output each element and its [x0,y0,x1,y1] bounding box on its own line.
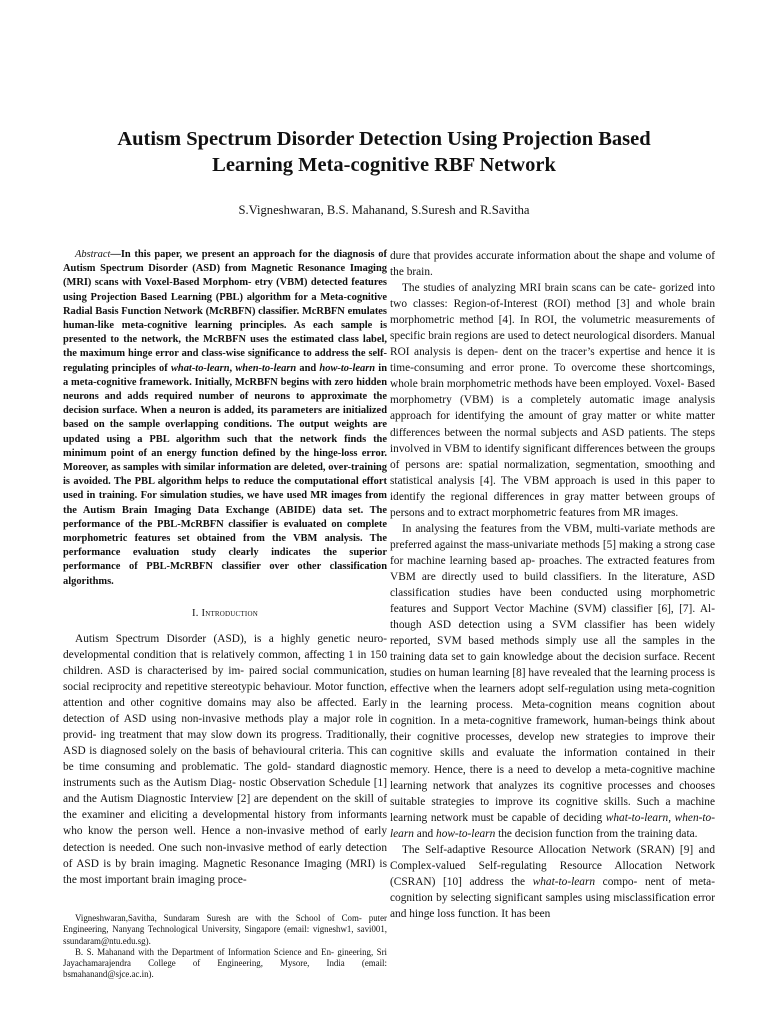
right-p2-and: and [413,827,437,840]
abstract-label: Abstract [75,249,111,260]
right-column [390,248,715,922]
right-p2-what-to-learn: what-to-learn [605,811,669,824]
right-p2-when-to-learn: when-to-learn [390,811,715,840]
footnote-affiliation-1: Vigneshwaran,Savitha, Sundaram Suresh are with the School of Com- puter Engineering, Nanyang Technological University, Singapore (email: vigneshw1, savi001, ssundaram@ntu.edu.sg). [63,913,387,946]
abstract-what-to-learn: what-to-learn [170,362,230,374]
author-list: S.Vigneshwaran, B.S. Mahanand, S.Suresh and R.Savitha [238,203,530,217]
abstract-and: and [296,362,320,374]
right-p3-what-to-learn: what-to-learn [532,875,596,888]
section-heading-introduction [63,606,387,622]
right-paragraph-sran [390,842,715,922]
right-p2-how-to-learn: how-to-learn [436,827,496,840]
abstract-comma: , [229,362,236,374]
paper-title [40,126,728,178]
section-numeral: I. [192,607,202,619]
footnotes [63,913,387,981]
right-paragraph-roi-vbm: The studies of analyzing MRI brain scans can be cate- gorized into two classes: Region-of-Interest (ROI) method [3] and whole brain morphometric method [4]. In ROI, the volumetric measurements of specific brain regions are used to detect neurological disorders. Manual ROI analysis is depen- dent on the tracer’s expertise and hence it is time-consuming and error prone. To overcome these shortcomings, whole brain morphometric methods have been employed. Voxel- Based morphometry (VBM) is a completely automatic image analysis approach for identifying the amount of gray matter or white matter differences between the normal subjects and ASD patients. The steps involved in VBM to identify significant differences between the groups of persons are: spatial normalization, segmentation, smoothing and statistical analysis [4]. The VBM approach is used in this paper to identify the regional differences in gray matter between groups of persons and to extract morphometric features from MR images. [390,282,715,519]
right-p2-comma: , [668,811,675,824]
abstract-text-2: in a meta-cognitive framework. Initially, McRBFN begins with zero hidden neurons and adds required number of neurons to approximate the decision surface. When a neuron is added, its parameters are initialized based on the sample overlapping conditions. The output weights are updated using a PBL algorithm such that the network finds the minimum point of an energy function defined by the hinge-loss error. Moreover, as samples with similar information are deleted, over-training is avoided. The PBL algorithm helps to reduce the computational effort used in training. For simulation studies, we have used MR images from the Autism Brain Imaging Data Exchange (ABIDE) data set. The performance of the PBL-McRBFN classifier is evaluated on complete morphometric features set obtained from the VBM analysis. The performance evaluation study clearly indicates the superior performance of PBL-McRBFN classifier over other classification algorithms. [63,362,387,587]
right-paragraph-multivariate [390,521,715,842]
right-p3-text-2: compo- nent of meta-cognition by selecting significant samples using misclassification error and hinge loss function. It has been [390,875,715,920]
abstract-how-to-learn: how-to-learn [319,362,376,374]
title-line-1: Autism Spectrum Disorder Detection Using Projection Based [117,128,651,150]
footnote-affiliation-2: B. S. Mahanand with the Department of Information Science and En- gineering, Sri Jayachamarajendra College of Engineering, Mysore, India (email: bsmahanand@sjce.ac.in). [63,946,387,980]
abstract [63,248,387,589]
right-paragraph-continued: dure that provides accurate information about the shape and volume of the brain. [390,250,715,279]
right-p2-text-1: In analysing the features from the VBM, multi-variate methods are preferred against the mass-univariate methods [5] making a strong case for machine learning based ap- proaches. The extracted features from VBM are directly used to build classifiers. In the literature, ASD classification studies have been conducted using morphometric features and Support Vector Machine (SVM) classifier [6], [7]. Al- though ASD detection using a SVM classifier has been widely reported, SVM based methods simply use all the samples in the training data set to gain knowledge about the decision surface. Recent studies on human learning [8] have revealed that the learning process is effective when the learners adopt self-regulation using meta-cognition in the learning process. Meta-cognition means cognition about cognition. In a meta-cognitive framework, human-beings think about their cognitive processes, develop new strategies to improve their cognitive skills and evaluate the information contained in their memory. Hence, there is a need to develop a meta-cognitive machine learning network that analyzes its cognitive processes and chooses suitable strategies to improve its cognitive skills. Such a machine learning network must be capable of deciding [390,522,715,824]
section-title: Introduction [201,607,258,619]
abstract-dash: — [110,249,121,260]
title-line-2: Learning Meta-cognitive RBF Network [212,154,556,176]
right-p2-text-2: the decision function from the training data. [495,827,698,840]
intro-paragraph-1: Autism Spectrum Disorder (ASD), is a highly genetic neuro-developmental condition that is relatively common, affecting 1 in 150 children. ASD is characterised by im- paired social communication, social reciprocity and repetitive stereotypic behaviour. Motor function, attention and other cognitive domains may also be affected. Early detection of ASD using non-invasive methods play a major role in provid- ing treatment that may slow down its progress. Traditionally, ASD is diagnosed solely on the basis of behavioural criteria. This can be time consuming and problematic. The gold- standard diagnostic instruments such as the Autism Diag- nostic Observation Schedule [1] and the Autism Diagnostic Interview [2] are dependent on the skill of the examiner and eliciting a developmental history from informants who know the person well. Hence a non-invasive method of early detection is needed. One such non-invasive method of early detection of ASD is by brain imaging. Magnetic Resonance Imaging (MRI) is the most important brain imaging proce- [63,632,387,886]
abstract-text-1: In this paper, we present an approach for the diagnosis of Autism Spectrum Disorder (ASD) from Magnetic Resonance Imaging (MRI) scans with Voxel-Based Morphom- etry (VBM) detected features using Projection Based Learning (PBL) algorithm for a Meta-cognitive Radial Basis Function Network (McRBFN) classifier. McRBFN emulates human-like meta-cognitive learning principles. As each sample is presented to the network, the McRBFN uses the estimated class label, the maximum hinge error and class-wise significance to address the self-regulating principles of [63,249,387,374]
right-p3-text-1: The Self-adaptive Resource Allocation Network (SRAN) [9] and Complex-valued Self-regulating Resource Allocation Network (CSRAN) [10] address the [390,843,715,888]
left-column [63,248,387,888]
abstract-when-to-learn: when-to-learn [235,362,297,374]
